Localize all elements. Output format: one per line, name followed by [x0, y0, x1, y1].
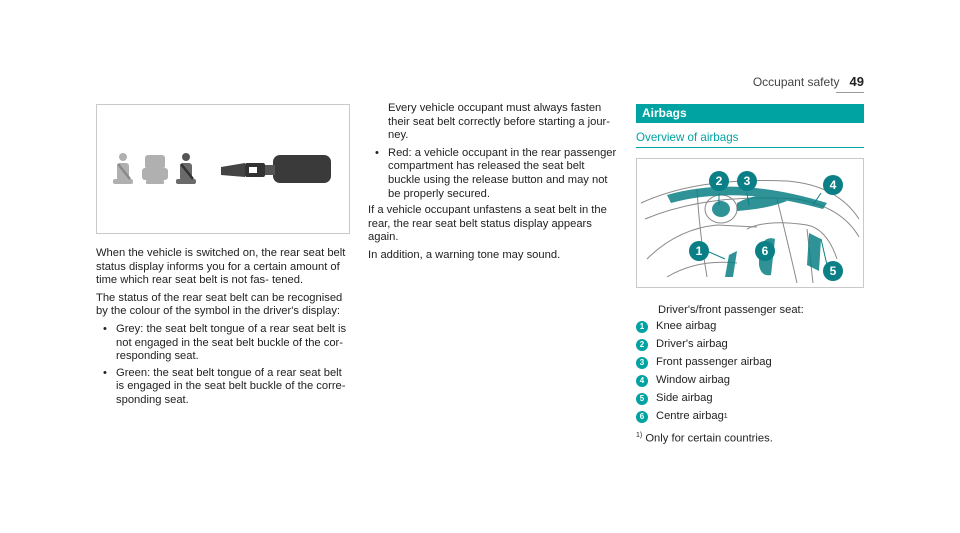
legend-item	[636, 373, 864, 388]
callout-1-number: 1	[695, 244, 703, 258]
belt-buckle-icon	[265, 155, 331, 183]
status-list	[96, 323, 352, 408]
section-label: Occupant safety	[752, 75, 840, 89]
airbag-shapes	[667, 187, 827, 277]
rear-seat-left-icon	[113, 153, 133, 184]
callout-4-number: 4	[829, 178, 837, 192]
list-item: • Red: a vehicle occupant in the rear passenger compartment has released the seat belt buckle using the release button and may not be properly secured.	[388, 147, 618, 201]
legend-number: 6	[636, 411, 648, 423]
unfasten-paragraph: If a vehicle occupant unfastens a seat belt in the rear, the rear seat belt status display appears again.	[368, 204, 607, 244]
callout-3-number: 3	[743, 174, 751, 188]
legend-intro: Driver's/front passenger seat:	[658, 304, 804, 316]
legend-label: Driver's airbag	[656, 338, 728, 350]
car-interior-illustration	[637, 159, 863, 287]
legend-number: 5	[636, 393, 648, 405]
legend-number: 4	[636, 375, 648, 387]
section-title: Airbags	[636, 104, 864, 123]
footnote-text: Only for certain countries.	[645, 432, 773, 445]
airbag-overview-figure	[636, 158, 864, 288]
legend-item	[636, 337, 864, 352]
legend-label: Window airbag	[656, 374, 730, 386]
page-number: 49	[849, 74, 864, 89]
footnote-mark: 1)	[636, 432, 643, 439]
subheading: Overview of airbags	[636, 131, 864, 148]
belt-tongue-icon	[221, 163, 265, 177]
callout-6-number: 6	[761, 244, 769, 258]
legend-label: Centre airbag	[656, 410, 724, 422]
header-rule	[836, 92, 864, 93]
list-item: • Grey: the seat belt tongue of a rear seat belt is not engaged in the seat belt buckle of the cor- responding seat.	[116, 323, 352, 364]
seat-belt-illustration	[97, 105, 349, 233]
legend-number: 3	[636, 357, 648, 369]
callout-5-number: 5	[829, 264, 837, 278]
legend-label: Side airbag	[656, 392, 713, 404]
legend-item	[636, 355, 864, 370]
left-column	[96, 104, 352, 411]
callout-2-number: 2	[715, 174, 723, 188]
legend-label: Front passenger airbag	[656, 356, 772, 368]
legend-number: 1	[636, 321, 648, 333]
footnote-ref: 1	[723, 413, 728, 420]
middle-column	[368, 102, 618, 263]
right-column	[636, 104, 864, 445]
legend-item	[636, 409, 864, 424]
legend-item	[636, 391, 864, 406]
rear-seat-right-icon	[176, 153, 196, 184]
page-header	[753, 74, 864, 89]
intro-paragraph: When the vehicle is switched on, the rear seat belt status display informs you for a certain amount of time which rear seat belt is not fas- tened.	[96, 247, 346, 287]
rear-seat-centre-icon	[142, 155, 168, 184]
footnote	[636, 432, 864, 445]
legend-item	[636, 319, 864, 334]
legend-label: Knee airbag	[656, 320, 717, 332]
seat-belt-status-figure	[96, 104, 350, 234]
list-item: • Green: the seat belt tongue of a rear seat belt is engaged in the seat belt buckle of the corre- sponding seat.	[116, 367, 352, 408]
legend-number: 2	[636, 339, 648, 351]
warning-list	[368, 147, 618, 201]
status-paragraph: The status of the rear seat belt can be recognised by the colour of the symbol in the driver's display:	[96, 291, 343, 318]
warning-tone-paragraph: In addition, a warning tone may sound.	[368, 248, 561, 261]
lead-paragraph: Every vehicle occupant must always fasten their seat belt correctly before starting a jour- ney.	[388, 102, 610, 142]
